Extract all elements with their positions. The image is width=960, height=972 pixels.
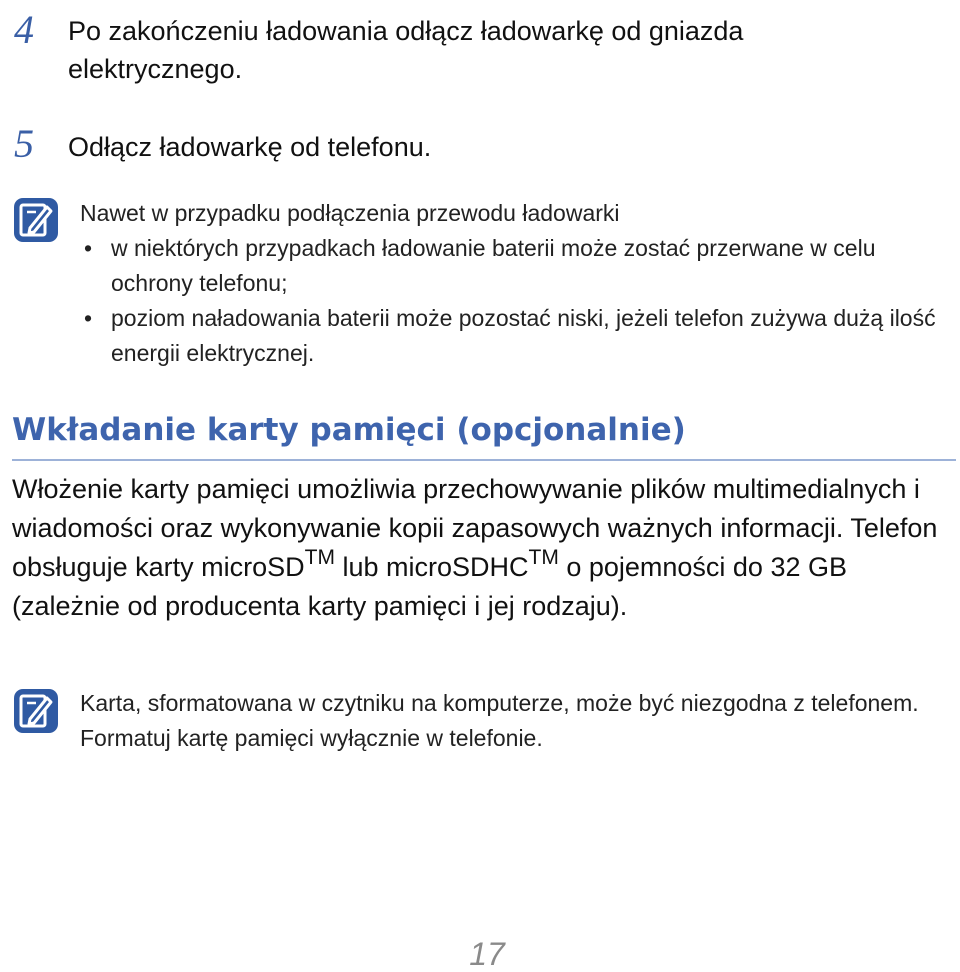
- note-pencil-icon: [14, 689, 58, 733]
- step-number: 5: [14, 121, 34, 166]
- note-bullet: • poziom naładowania baterii może pozostać niski, jeżeli telefon zużywa dużą ilość energii elektrycznej.: [80, 301, 942, 371]
- paragraph-text-1: Włożenie karty pamięci umożliwia przechowywanie plików multimedialnych i wiadomości oraz wykonywanie kopii zapasowych ważnych informacji. Telefon obsługuje karty microSD: [12, 474, 938, 582]
- paragraph-text-2: lub microSDHC: [334, 552, 529, 582]
- note-card-format: [80, 686, 942, 756]
- note-intro: Nawet w przypadku podłączenia przewodu ładowarki: [80, 200, 620, 226]
- page-number: 17: [469, 936, 505, 972]
- note-bullet-list: [80, 231, 942, 371]
- note-pencil-icon: [14, 198, 58, 242]
- note-text: Karta, sformatowana w czytniku na komputerze, może być niezgodna z telefonem. Formatuj kartę pamięci wyłącznie w telefonie.: [80, 690, 919, 751]
- section-paragraph: [12, 470, 952, 626]
- note-charging: [80, 196, 942, 371]
- step-number: 4: [14, 7, 34, 52]
- trademark-sup-1: TM: [304, 546, 335, 569]
- section-divider: [12, 459, 956, 461]
- section-title: Wkładanie karty pamięci (opcjonalnie): [12, 412, 686, 448]
- paragraph-text-3: o pojemności do 32 GB (zależnie od producenta karty pamięci i jej rodzaju).: [12, 552, 847, 621]
- step-text: Odłącz ładowarkę od telefonu.: [68, 132, 432, 162]
- note-bullet: • w niektórych przypadkach ładowanie baterii może zostać przerwane w celu ochrony telefonu;: [80, 231, 942, 301]
- step-text: Po zakończeniu ładowania odłącz ładowarkę od gniazda elektrycznego.: [68, 16, 744, 84]
- trademark-sup-2: TM: [528, 546, 559, 569]
